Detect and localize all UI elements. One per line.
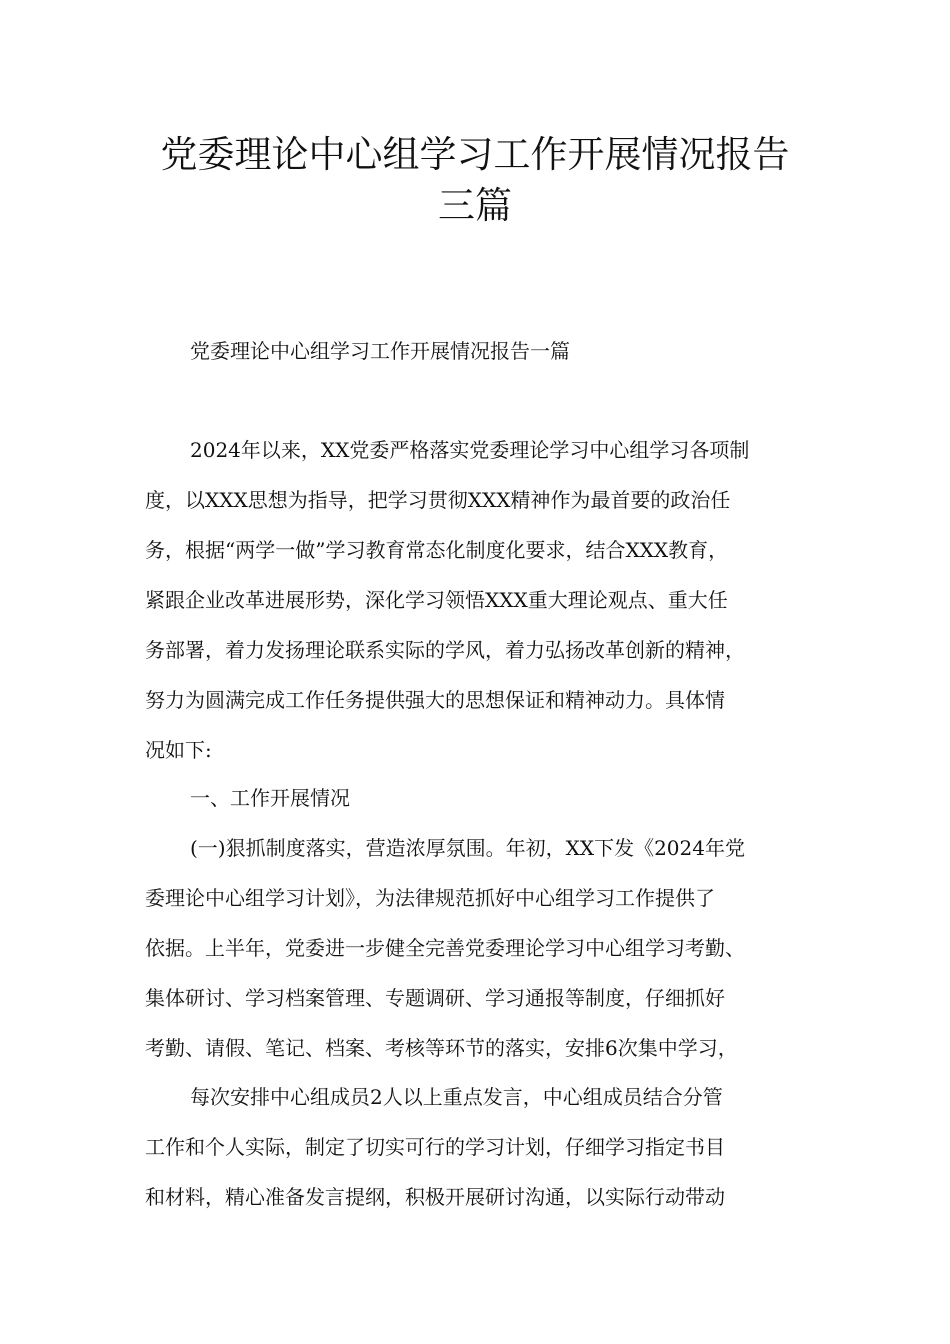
paragraph-line: 和材料，精心准备发言提纲，积极开展研讨沟通，以实际行动带动 (145, 1185, 725, 1209)
paragraph-line: 务，根据“两学一做”学习教育常态化制度化要求，结合XXX教育， (145, 538, 729, 562)
paragraph-line: 每次安排中心组成员2人以上重点发言，中心组成员结合分管 (190, 1085, 723, 1109)
paragraph-institution (145, 823, 825, 1073)
paragraph-speeches (145, 1072, 825, 1222)
document-title-line2: 三篇 (438, 184, 512, 227)
paragraph-line: 况如下: (145, 738, 212, 762)
paragraph-line: 2024年以来，XX党委严格落实党委理论学习中心组学习各项制 (190, 438, 750, 462)
section-heading: 一、工作开展情况 (190, 786, 350, 810)
document-title-line1: 党委理论中心组学习工作开展情况报告 (160, 133, 790, 176)
paragraph-line: 紧跟企业改革进展形势，深化学习领悟XXX重大理论观点、重大任 (145, 588, 728, 612)
document-subtitle: 党委理论中心组学习工作开展情况报告一篇 (190, 339, 570, 363)
paragraph-line: 务部署，着力发扬理论联系实际的学风，着力弘扬改革创新的精神， (145, 638, 745, 662)
section-heading-container (145, 773, 825, 823)
paragraph-line: (一)狠抓制度落实，营造浓厚氛围。年初，XX下发《2024年党 (190, 836, 745, 860)
paragraph-line: 委理论中心组学习计划》，为法律规范抓好中心组学习工作提供了 (145, 886, 715, 910)
paragraph-line: 集体研讨、学习档案管理、专题调研、学习通报等制度，仔细抓好 (145, 986, 725, 1010)
paragraph-line: 考勤、请假、笔记、档案、考核等环节的落实，安排6次集中学习， (145, 1036, 738, 1060)
paragraph-line: 度，以XXX思想为指导，把学习贯彻XXX精神作为最首要的政治任 (145, 488, 731, 512)
paragraph-line: 依据。上半年，党委进一步健全完善党委理论学习中心组学习考勤、 (145, 936, 745, 960)
paragraph-line: 努力为圆满完成工作任务提供强大的思想保证和精神动力。具体情 (145, 688, 725, 712)
paragraph-line: 工作和个人实际，制定了切实可行的学习计划，仔细学习指定书目 (145, 1135, 725, 1159)
paragraph-intro (145, 425, 825, 775)
